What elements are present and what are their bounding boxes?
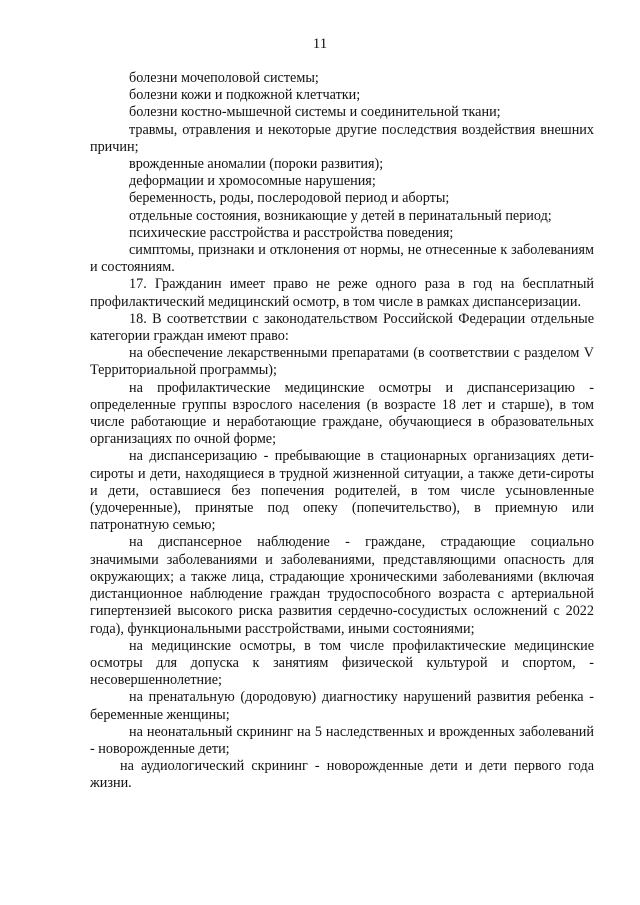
paragraph: на медицинские осмотры, в том числе профилактические медицинские осмотры для допуска к занятиям физической культурой и спортом, - несовершеннолетние;	[90, 637, 594, 689]
paragraph: на профилактические медицинские осмотры и диспансеризацию - определенные группы взрослого населения (в возрасте 18 лет и старше), в том числе работающие и неработающие граждане, обучающиеся в образовательных организациях по очной форме;	[90, 379, 594, 448]
paragraph: деформации и хромосомные нарушения;	[129, 173, 376, 190]
paragraph: психические расстройства и расстройства поведения;	[129, 224, 454, 241]
paragraph: симптомы, признаки и отклонения от нормы, не отнесенные к заболеваниям и состояниям.	[90, 242, 594, 276]
paragraph: на обеспечение лекарственными препаратами (в соответствии с разделом V Территориальной программы);	[90, 345, 594, 379]
paragraph: на неонатальный скрининг на 5 наследственных и врожденных заболеваний - новорожденные дети;	[90, 723, 594, 757]
document-body	[90, 70, 594, 793]
paragraph: болезни костно-мышечной системы и соединительной ткани;	[129, 104, 501, 121]
paragraph: беременность, роды, послеродовой период и аборты;	[129, 190, 450, 207]
paragraph: отдельные состояния, возникающие у детей в перинатальный период;	[129, 207, 552, 224]
paragraph-18: 18. В соответствии с законодательством Российской Федерации отдельные категории граждан имеют право:	[90, 310, 594, 345]
paragraph: на аудиологический скрининг - новорожденные дети и дети первого года жизни.	[90, 758, 594, 792]
paragraph: травмы, отравления и некоторые другие последствия воздействия внешних причин;	[90, 121, 594, 155]
paragraph: на диспансерное наблюдение - граждане, страдающие социально значимыми заболеваниями и заболеваниями, представляющими опасность для окружающих; а также лица, страдающие хроническими заболеваниями (включая дистанционное наблюдение граждан трудоспособного возраста с артериальной гипертензией высокого риска развития сердечно-сосудистых осложнений с 2022 года), функциональными расстройствами, иными состояниями;	[90, 534, 594, 637]
paragraph: болезни мочеполовой системы;	[129, 70, 319, 86]
page-number: 11	[312, 36, 328, 52]
paragraph-17: 17. Гражданин имеет право не реже одного раза в год на бесплатный профилактический медицинский осмотр, в том числе в рамках диспансеризации.	[90, 276, 594, 310]
paragraph: болезни кожи и подкожной клетчатки;	[129, 87, 361, 104]
paragraph: на пренатальную (дородовую) диагностику нарушений развития ребенка - беременные женщины;	[90, 689, 594, 723]
paragraph: врожденные аномалии (пороки развития);	[129, 156, 384, 173]
paragraph: на диспансеризацию - пребывающие в стационарных организациях дети-сироты и дети, находящиеся в трудной жизненной ситуации, а также дети-сироты и дети, оставшиеся без попечения родителей, в том числе усыновленные (удочеренные), принятые под опеку (попечительство), в приемную или патронатную семью;	[90, 448, 594, 534]
